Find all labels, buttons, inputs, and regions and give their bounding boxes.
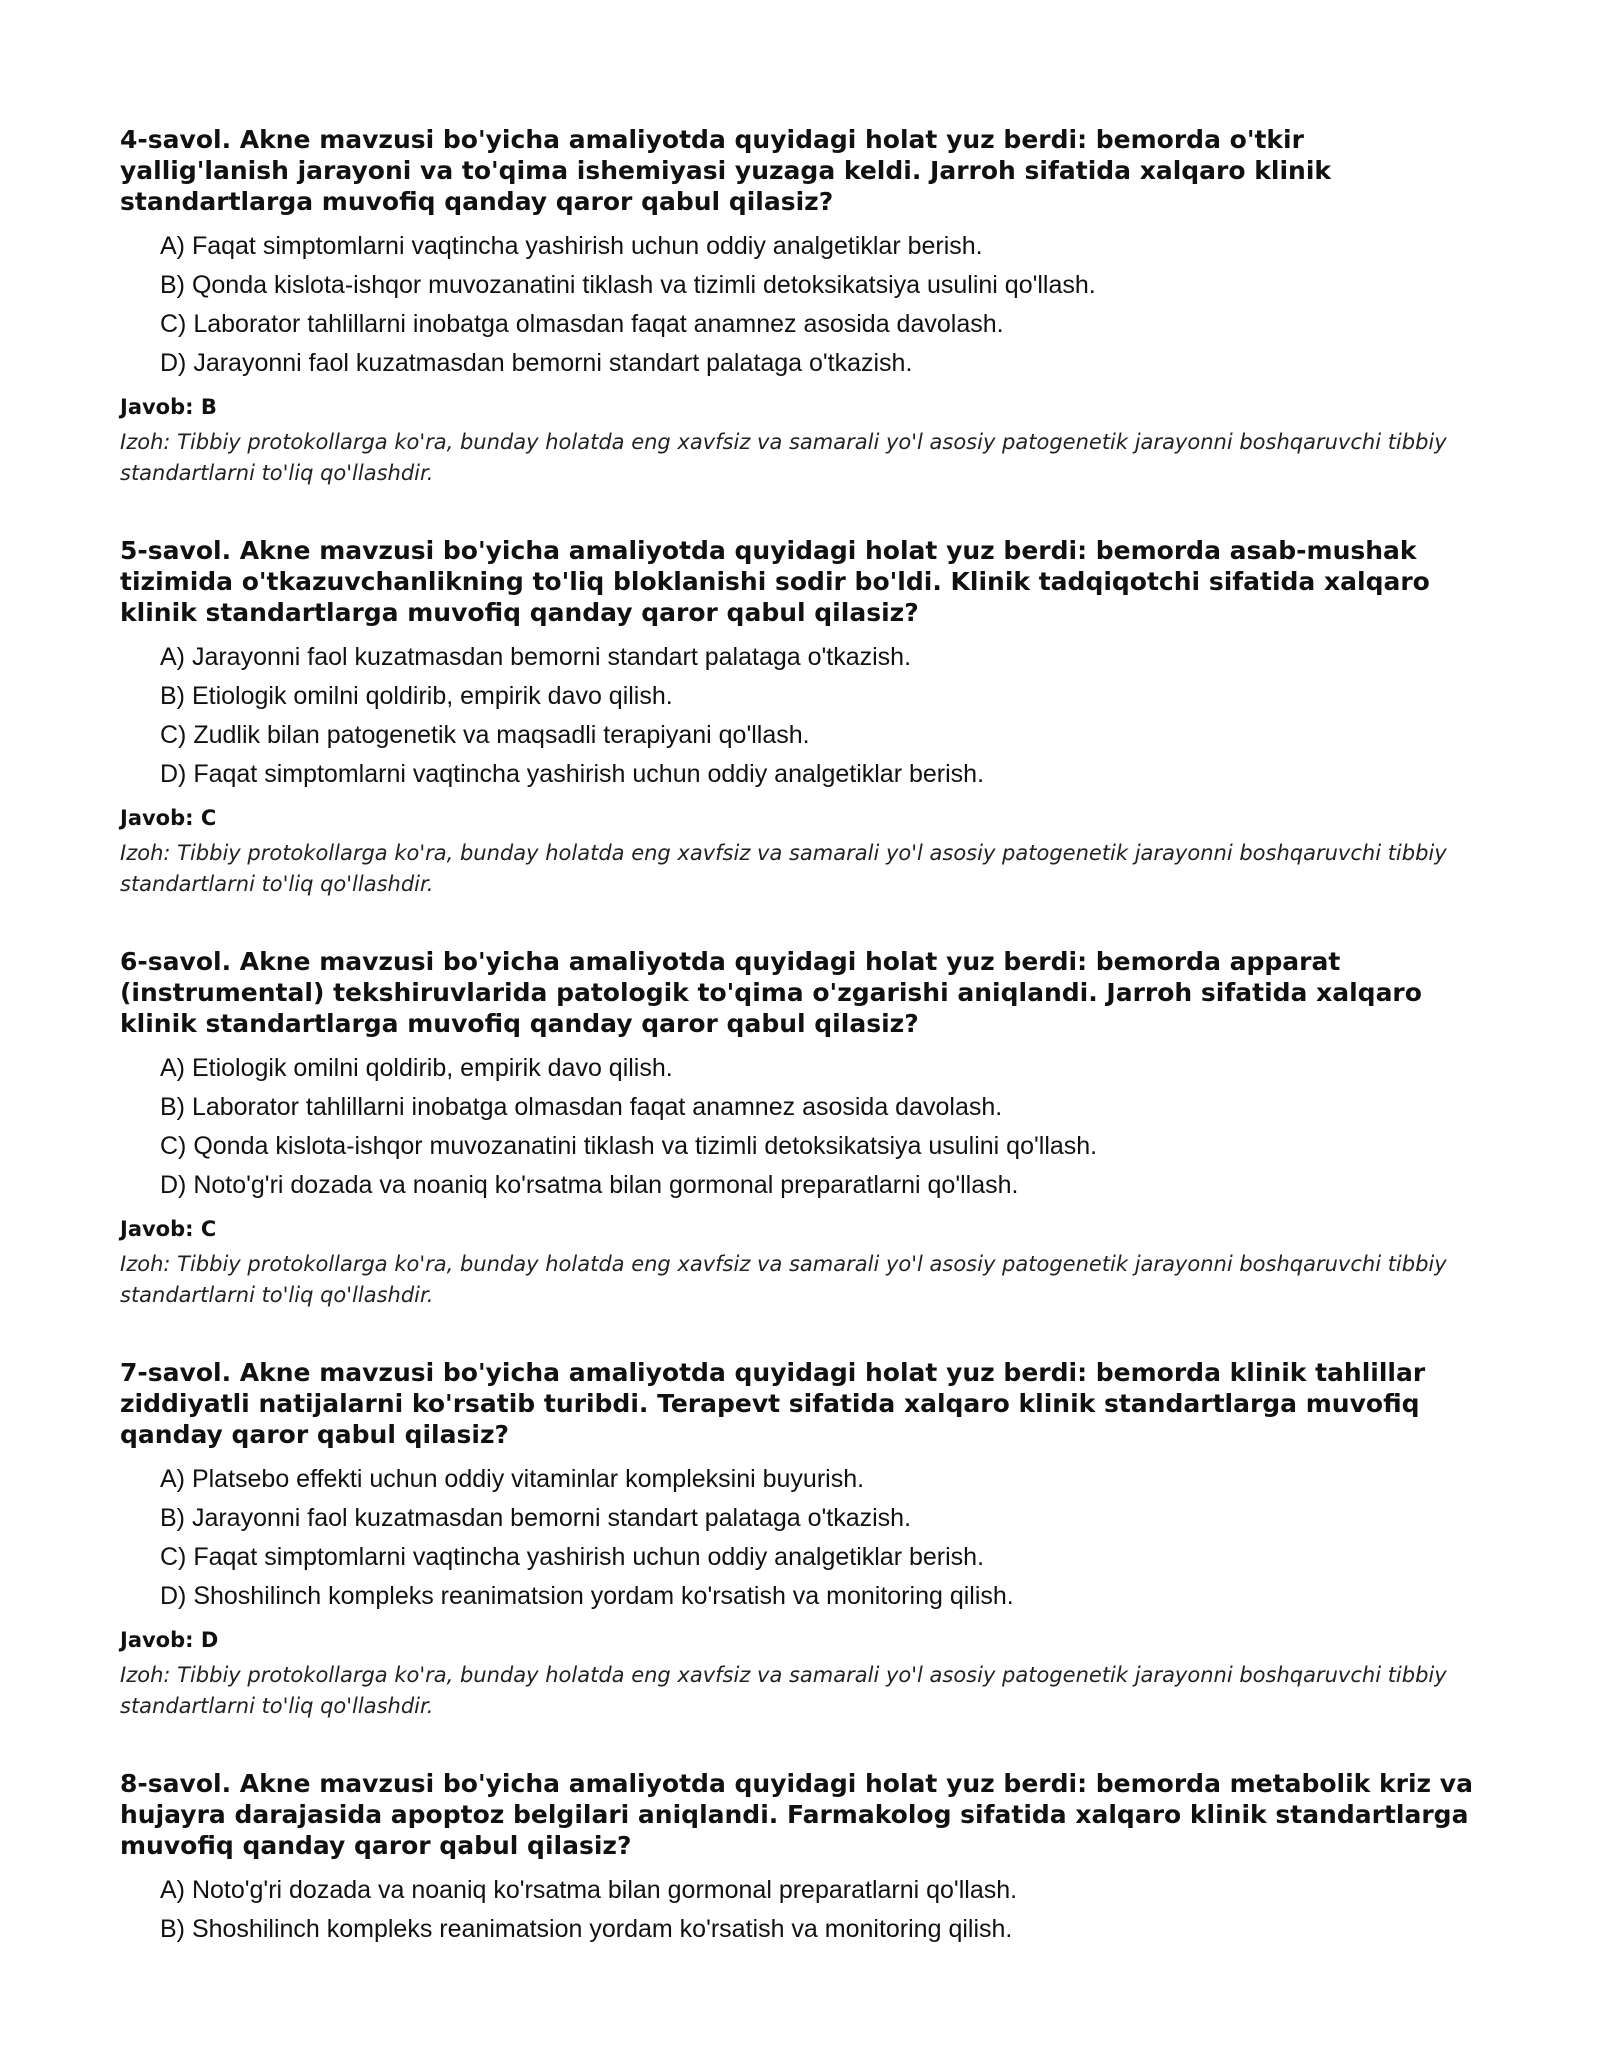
answer-label: Javob: C <box>120 806 217 830</box>
question-title: 7-savol. Akne mavzusi bo'yicha amaliyotda quyidagi holat yuz berdi: bemorda klinik tahlillar ziddiyatli natijalarni ko'rsatib turibdi. Terapevt sifatida xalqaro klinik standartlarga muvofiq qanday qaror qabul qilasiz? <box>120 1358 1426 1449</box>
option-a: A) Noto'g'ri dozada va noaniq ko'rsatma bilan gormonal preparatlarni qo'llash. <box>160 1876 1018 1904</box>
option-d: D) Jarayonni faol kuzatmasdan bemorni standart palataga o'tkazish. <box>160 349 913 377</box>
explanation-note: Izoh: Tibbiy protokollarga ko'ra, bunday holatda eng xavfsiz va samarali yo'l asosiy patogenetik jarayonni boshqaruvchi tibbiy standartlarni to'liq qo'llashdir. <box>120 1252 1447 1307</box>
option-a: A) Jarayonni faol kuzatmasdan bemorni standart palataga o'tkazish. <box>160 643 912 671</box>
answer-label: Javob: D <box>120 1628 219 1652</box>
answer-label: Javob: B <box>120 395 217 419</box>
option-d: D) Shoshilinch kompleks reanimatsion yordam ko'rsatish va monitoring qilish. <box>160 1582 1014 1610</box>
option-list <box>120 1460 1480 1616</box>
document-page <box>120 124 1480 1995</box>
explanation-note: Izoh: Tibbiy protokollarga ko'ra, bunday holatda eng xavfsiz va samarali yo'l asosiy patogenetik jarayonni boshqaruvchi tibbiy standartlarni to'liq qo'llashdir. <box>120 841 1447 896</box>
question-title: 5-savol. Akne mavzusi bo'yicha amaliyotda quyidagi holat yuz berdi: bemorda asab-mushak tizimida o'tkazuvchanlikning to'liq bloklanishi sodir bo'ldi. Klinik tadqiqotchi sifatida xalqaro klinik standartlarga muvofiq qanday qaror qabul qilasiz? <box>120 536 1430 627</box>
option-list <box>120 638 1480 794</box>
option-a: A) Faqat simptomlarni vaqtincha yashirish uchun oddiy analgetiklar berish. <box>160 232 983 260</box>
option-list <box>120 1049 1480 1205</box>
answer-label: Javob: C <box>120 1217 217 1241</box>
question-5 <box>120 535 1480 900</box>
question-6 <box>120 946 1480 1311</box>
question-title: 4-savol. Akne mavzusi bo'yicha amaliyotda quyidagi holat yuz berdi: bemorda o'tkir yallig'lanish jarayoni va to'qima ishemiyasi yuzaga keldi. Jarroh sifatida xalqaro klinik standartlarga muvofiq qanday qaror qabul qilasiz? <box>120 125 1332 216</box>
option-c: C) Qonda kislota-ishqor muvozanatini tiklash va tizimli detoksikatsiya usulini qo'llash. <box>160 1132 1098 1160</box>
option-c: C) Laborator tahlillarni inobatga olmasdan faqat anamnez asosida davolash. <box>160 310 1004 338</box>
option-c: C) Zudlik bilan patogenetik va maqsadli terapiyani qo'llash. <box>160 721 810 749</box>
question-8 <box>120 1768 1480 1949</box>
explanation-note: Izoh: Tibbiy protokollarga ko'ra, bunday holatda eng xavfsiz va samarali yo'l asosiy patogenetik jarayonni boshqaruvchi tibbiy standartlarni to'liq qo'llashdir. <box>120 430 1447 485</box>
option-b: B) Laborator tahlillarni inobatga olmasdan faqat anamnez asosida davolash. <box>160 1093 1003 1121</box>
option-d: D) Noto'g'ri dozada va noaniq ko'rsatma bilan gormonal preparatlarni qo'llash. <box>160 1171 1019 1199</box>
explanation-note: Izoh: Tibbiy protokollarga ko'ra, bunday holatda eng xavfsiz va samarali yo'l asosiy patogenetik jarayonni boshqaruvchi tibbiy standartlarni to'liq qo'llashdir. <box>120 1663 1447 1718</box>
option-list <box>120 227 1480 383</box>
option-a: A) Etiologik omilni qoldirib, empirik davo qilish. <box>160 1054 673 1082</box>
option-d: D) Faqat simptomlarni vaqtincha yashirish uchun oddiy analgetiklar berish. <box>160 760 985 788</box>
question-title: 8-savol. Akne mavzusi bo'yicha amaliyotda quyidagi holat yuz berdi: bemorda metabolik kriz va hujayra darajasida apoptoz belgilari aniqlandi. Farmakolog sifatida xalqaro klinik standartlarga muvofiq qanday qaror qabul qilasiz? <box>120 1769 1473 1860</box>
option-b: B) Jarayonni faol kuzatmasdan bemorni standart palataga o'tkazish. <box>160 1504 912 1532</box>
option-b: B) Etiologik omilni qoldirib, empirik davo qilish. <box>160 682 673 710</box>
question-4 <box>120 124 1480 489</box>
question-title: 6-savol. Akne mavzusi bo'yicha amaliyotda quyidagi holat yuz berdi: bemorda apparat (instrumental) tekshiruvlarida patologik to'qima o'zgarishi aniqlandi. Jarroh sifatida xalqaro klinik standartlarga muvofiq qanday qaror qabul qilasiz? <box>120 947 1422 1038</box>
option-list <box>120 1871 1480 1949</box>
option-b: B) Qonda kislota-ishqor muvozanatini tiklash va tizimli detoksikatsiya usulini qo'llash. <box>160 271 1096 299</box>
option-b: B) Shoshilinch kompleks reanimatsion yordam ko'rsatish va monitoring qilish. <box>160 1915 1013 1943</box>
option-a: A) Platsebo effekti uchun oddiy vitaminlar kompleksini buyurish. <box>160 1465 865 1493</box>
question-7 <box>120 1357 1480 1722</box>
option-c: C) Faqat simptomlarni vaqtincha yashirish uchun oddiy analgetiklar berish. <box>160 1543 985 1571</box>
